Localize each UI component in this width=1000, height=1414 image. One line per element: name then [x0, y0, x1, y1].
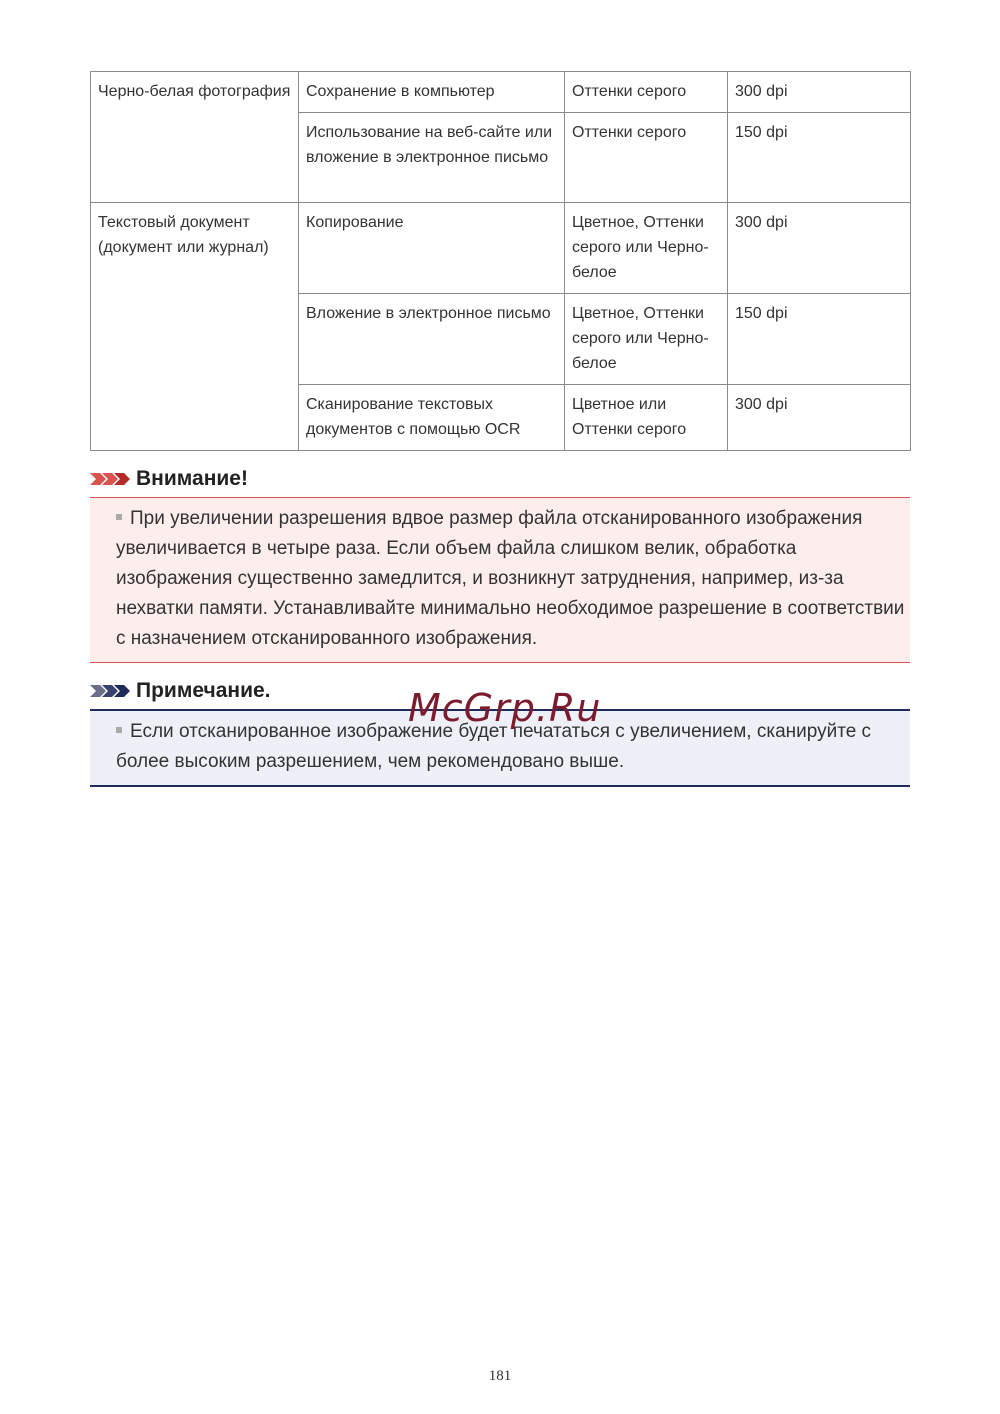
- table-cell-color-mode: Оттенки серого: [565, 113, 728, 203]
- note-title: Примечание.: [136, 679, 271, 702]
- square-bullet-icon: [116, 514, 122, 520]
- table-cell-color-mode: Цветное, Оттенки серого или Черно-белое: [565, 203, 728, 294]
- table-cell-purpose: Сохранение в компьютер: [299, 72, 565, 113]
- table-cell-purpose: Вложение в электронное письмо: [299, 294, 565, 385]
- table-cell-type: Черно-белая фотография: [91, 72, 299, 203]
- table-cell-resolution: 150 dpi: [728, 113, 911, 203]
- table-cell-color-mode: Цветное или Оттенки серого: [565, 385, 728, 451]
- note-text: Если отсканированное изображение будет печататься с увеличением, сканируйте с более высоким разрешением, чем рекомендовано выше.: [116, 721, 872, 772]
- table-cell-purpose: Сканирование текстовых документов с помощью OCR: [299, 385, 565, 451]
- table-row: [91, 203, 911, 294]
- table-cell-purpose: Использование на веб-сайте или вложение в электронное письмо: [299, 113, 565, 203]
- square-bullet-icon: [116, 727, 122, 733]
- important-body: [90, 497, 910, 663]
- table-row: [91, 72, 911, 113]
- important-item: [90, 504, 910, 654]
- table-cell-color-mode: Оттенки серого: [565, 72, 728, 113]
- resolution-table: [90, 71, 911, 451]
- table-cell-resolution: 300 dpi: [728, 72, 911, 113]
- table-cell-resolution: 300 dpi: [728, 203, 911, 294]
- important-callout: [90, 465, 910, 663]
- watermark: McGrp.Ru: [408, 686, 602, 730]
- note-arrows-icon: [90, 683, 130, 699]
- page-number: 181: [488, 1368, 512, 1384]
- important-header: [90, 465, 910, 493]
- important-text: При увеличении разрешения вдвое размер файла отсканированного изображения увеличивается в четыре раза. Если объем файла слишком велик, обработка изображения существенно замедлится, и возникнут затруднения, например, из-за нехватки памяти. Устанавливайте минимально необходимое разрешение в соответствии с назначением отсканированного изображения.: [116, 508, 905, 649]
- table-cell-resolution: 300 dpi: [728, 385, 911, 451]
- important-title: Внимание!: [136, 467, 248, 490]
- table-cell-purpose: Копирование: [299, 203, 565, 294]
- important-arrows-icon: [90, 471, 130, 487]
- table-cell-type: Текстовый документ (документ или журнал): [91, 203, 299, 451]
- table-cell-color-mode: Цветное, Оттенки серого или Черно-белое: [565, 294, 728, 385]
- table-cell-resolution: 150 dpi: [728, 294, 911, 385]
